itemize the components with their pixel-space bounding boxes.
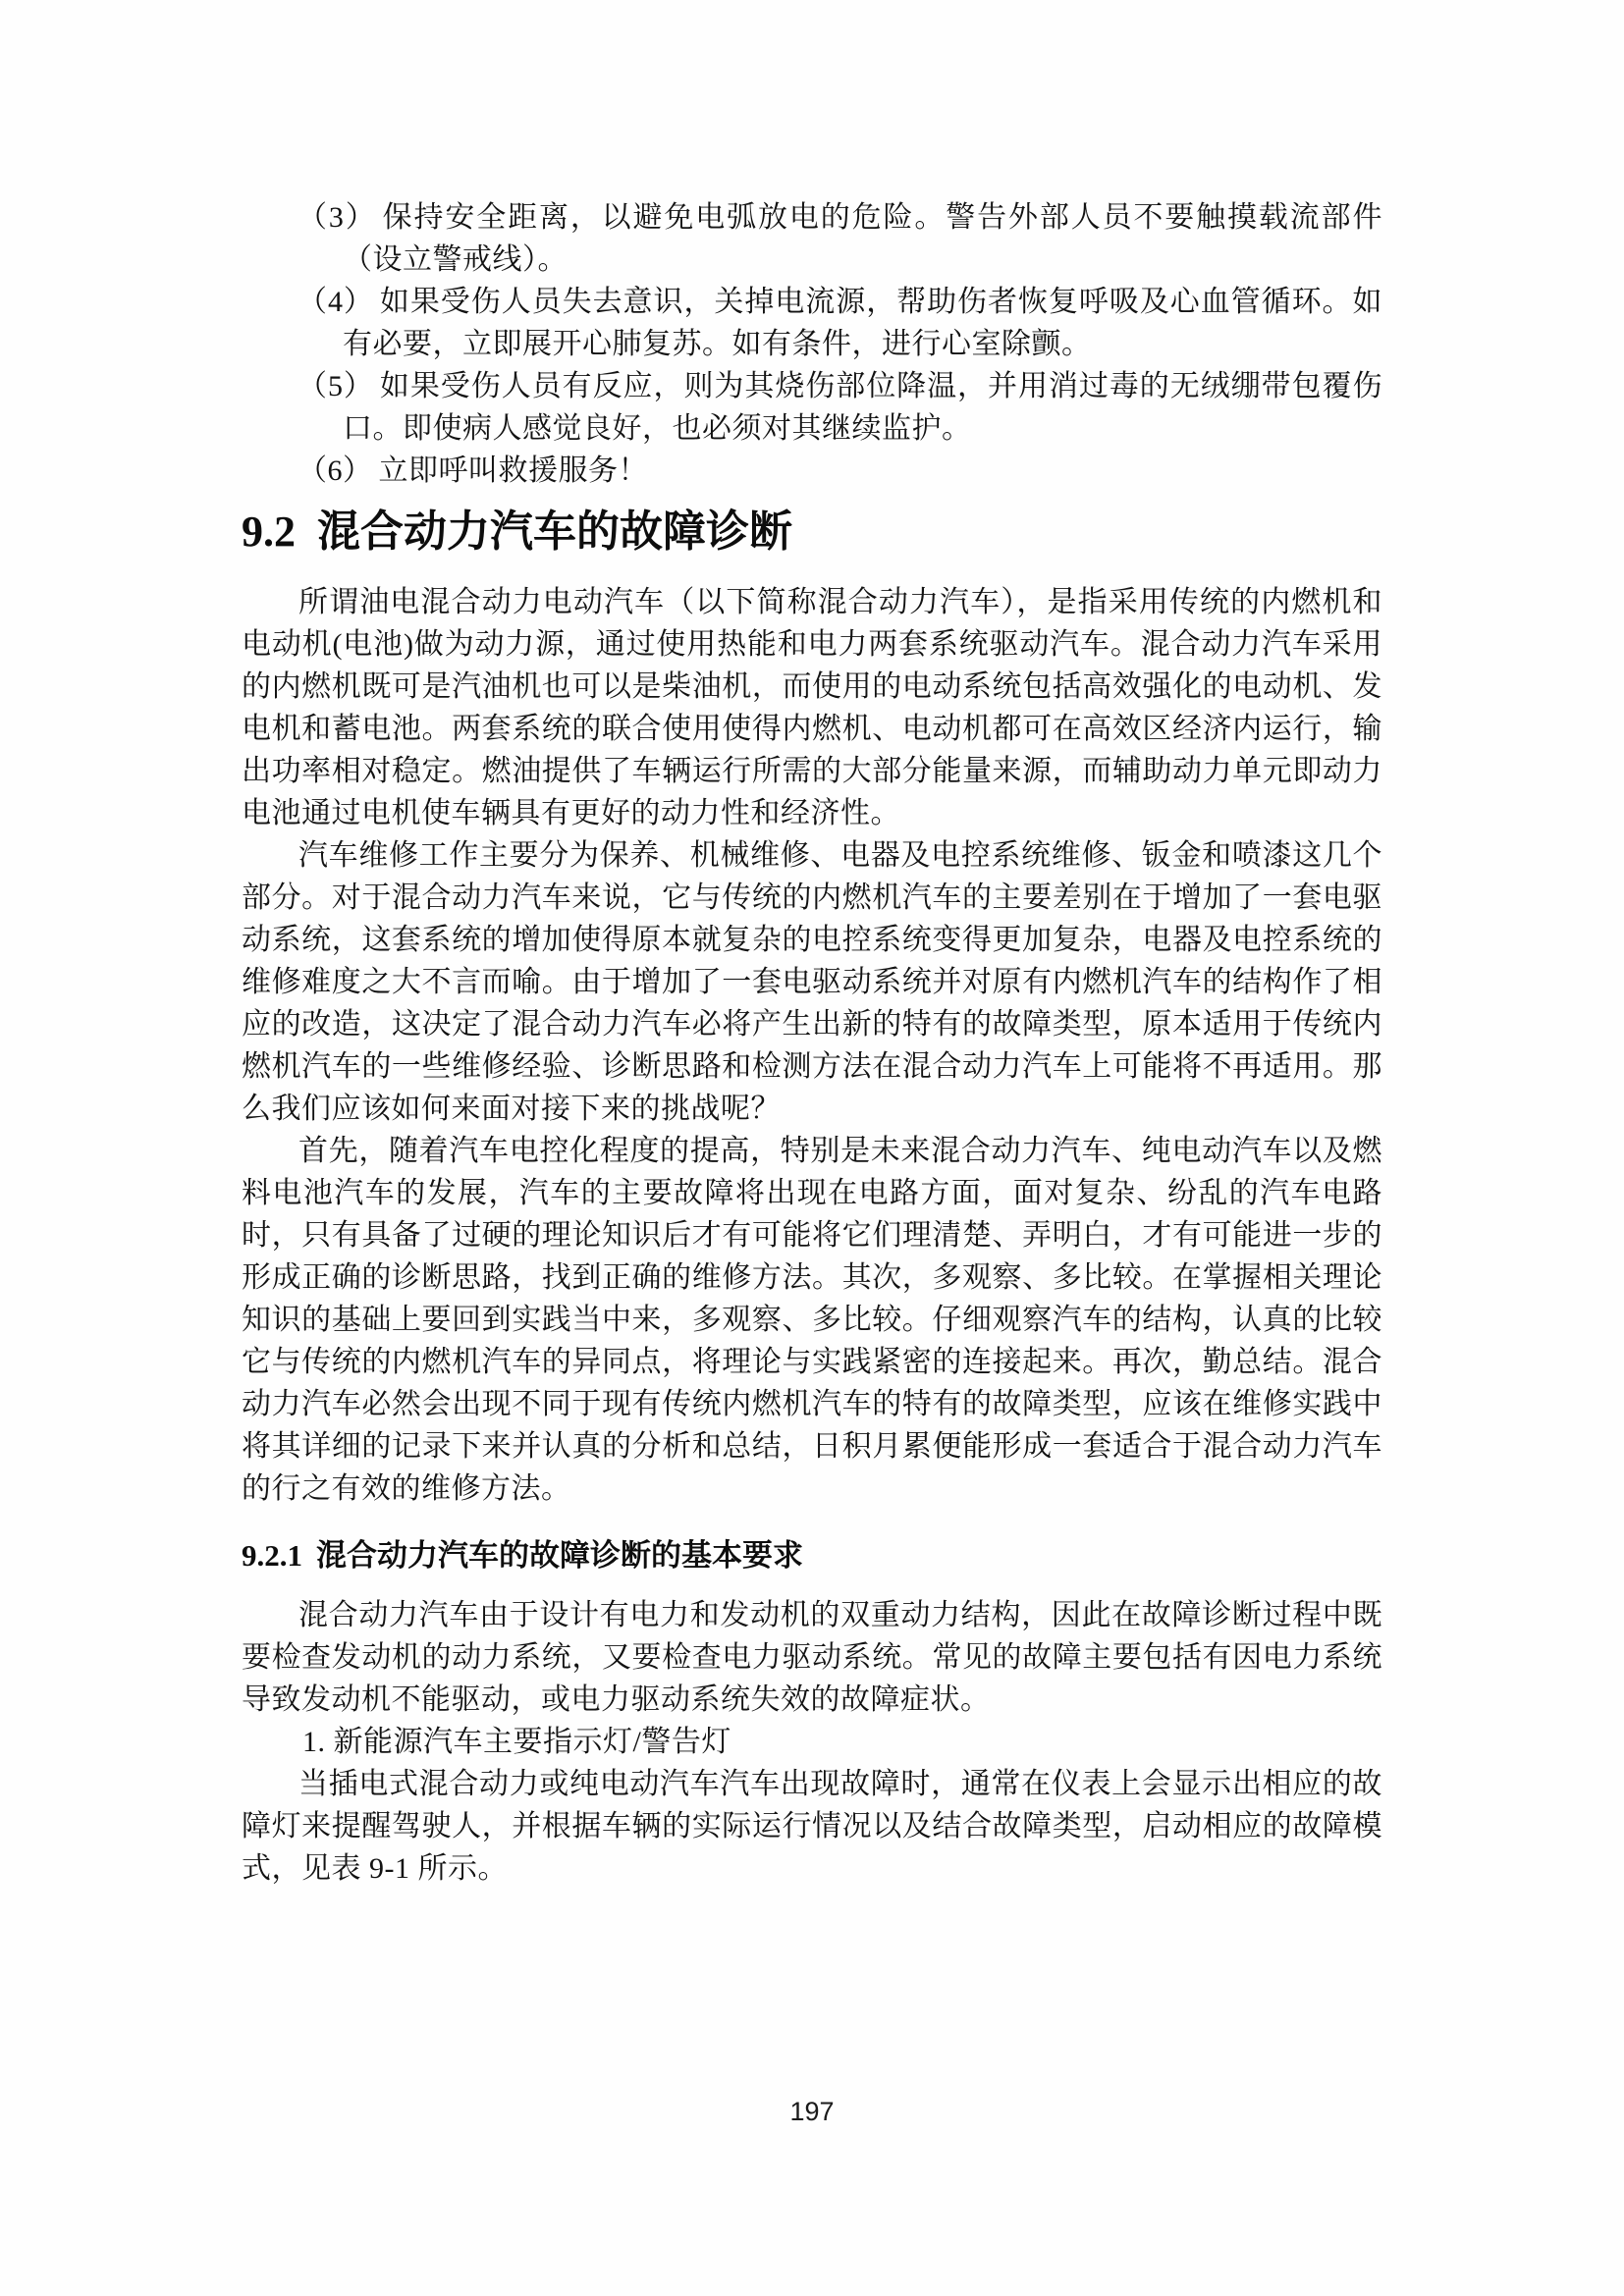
section-9-2-paragraph-2: 汽车维修工作主要分为保养、机械维修、电器及电控系统维修、钣金和喷漆这几个部分。对于混合动力汽车来说，它与传统的内燃机汽车的主要差别在于增加了一套电驱动系统，这套系统的增加使得原本就复杂的电控系统变得更加复杂，电器及电控系统的维修难度之大不言而喻。由于增加了一套电驱动系统并对原有内燃机汽车的结构作了相应的改造，这决定了混合动力汽车必将产生出新的特有的故障类型，原本适用于传统内燃机汽车的一些维修经验、诊断思路和检测方法在混合动力汽车上可能将不再适用。那么我们应该如何来面对接下来的挑战呢？ xyxy=(242,839,1382,1125)
section-9-2-paragraph-3: 首先，随着汽车电控化程度的提高，特别是未来混合动力汽车、纯电动汽车以及燃料电池汽车的发展，汽车的主要故障将出现在电路方面，面对复杂、纷乱的汽车电路时，只有具备了过硬的理论知识后才有可能将它们理清楚、弄明白，才有可能进一步的形成正确的诊断思路，找到正确的维修方法。其次，多观察、多比较。在掌握相关理论知识的基础上要回到实践当中来，多观察、多比较。仔细观察汽车的结构，认真的比较它与传统的内燃机汽车的异同点，将理论与实践紧密的连接起来。再次，勤总结。混合动力汽车必然会出现不同于现有传统内燃机汽车的特有的故障类型，应该在维修实践中将其详细的记录下来并认真的分析和总结，日积月累便能形成一套适合于混合动力汽车的行之有效的维修方法。 xyxy=(242,1135,1382,1505)
subsection-title: 混合动力汽车的故障诊断的基本要求 xyxy=(316,1538,803,1573)
page-number: 197 xyxy=(789,2097,835,2126)
list-item-4-text: 如果受伤人员失去意识，关掉电流源，帮助伤者恢复呼吸及心血管循环。如有必要，立即展开心肺复苏。如有条件，进行心室除颤。 xyxy=(343,286,1383,360)
subsection-heading-9-2-1 xyxy=(242,1533,1382,1578)
section-number: 9.2 xyxy=(242,507,296,556)
page-content xyxy=(242,196,1382,1890)
safety-instructions-list xyxy=(242,196,1382,492)
subsection-9-2-1-paragraph-1: 混合动力汽车由于设计有电力和发动机的双重动力结构，因此在故障诊断过程中既要检查发动机的动力系统，又要检查电力驱动系统。常见的故障主要包括有因电力系统导致发动机不能驱动，或电力驱动系统失效的故障症状。 xyxy=(242,1599,1382,1716)
list-item-5 xyxy=(298,365,1383,450)
list-item-6 xyxy=(298,450,1382,492)
list-item-6-text: 立即呼叫救援服务！ xyxy=(378,454,648,487)
subsection-9-2-1-paragraph-2: 当插电式混合动力或纯电动汽车汽车出现故障时，通常在仪表上会显示出相应的故障灯来提醒驾驶人，并根据车辆的实际运行情况以及结合故障类型，启动相应的故障模式，见表 9-1 所示。 xyxy=(242,1768,1382,1885)
section-heading-9-2 xyxy=(242,504,1382,560)
section-9-2-paragraph-1: 所谓油电混合动力电动汽车（以下简称混合动力汽车），是指采用传统的内燃机和电动机(电池)做为动力源，通过使用热能和电力两套系统驱动汽车。混合动力汽车采用的内燃机既可是汽油机也可以是柴油机，而使用的电动系统包括高效强化的电动机、发电机和蓄电池。两套系统的联合使用使得内燃机、电动机都可在高效区经济内运行，输出功率相对稳定。燃油提供了车辆运行所需的大部分能量来源，而辅助动力单元即动力电池通过电机使车辆具有更好的动力性和经济性。 xyxy=(242,586,1382,829)
subsection-number: 9.2.1 xyxy=(242,1538,302,1573)
section-title: 混合动力汽车的故障诊断 xyxy=(317,507,792,556)
list-item-6-marker: （6） xyxy=(298,454,373,487)
list-item-5-marker: （5） xyxy=(298,370,374,402)
list-item-4-marker: （4） xyxy=(298,286,374,318)
list-item-4 xyxy=(298,281,1383,365)
list-item-3 xyxy=(298,196,1383,281)
list-item-3-text: 保持安全距离，以避免电弧放电的危险。警告外部人员不要触摸载流部件（设立警戒线）。 xyxy=(343,201,1383,276)
numbered-item-1: 1. 新能源汽车主要指示灯/警告灯 xyxy=(302,1726,731,1758)
list-item-5-text: 如果受伤人员有反应，则为其烧伤部位降温，并用消过毒的无绒绷带包覆伤口。即使病人感觉良好，也必须对其继续监护。 xyxy=(343,370,1383,445)
list-item-3-marker: （3） xyxy=(298,201,377,234)
